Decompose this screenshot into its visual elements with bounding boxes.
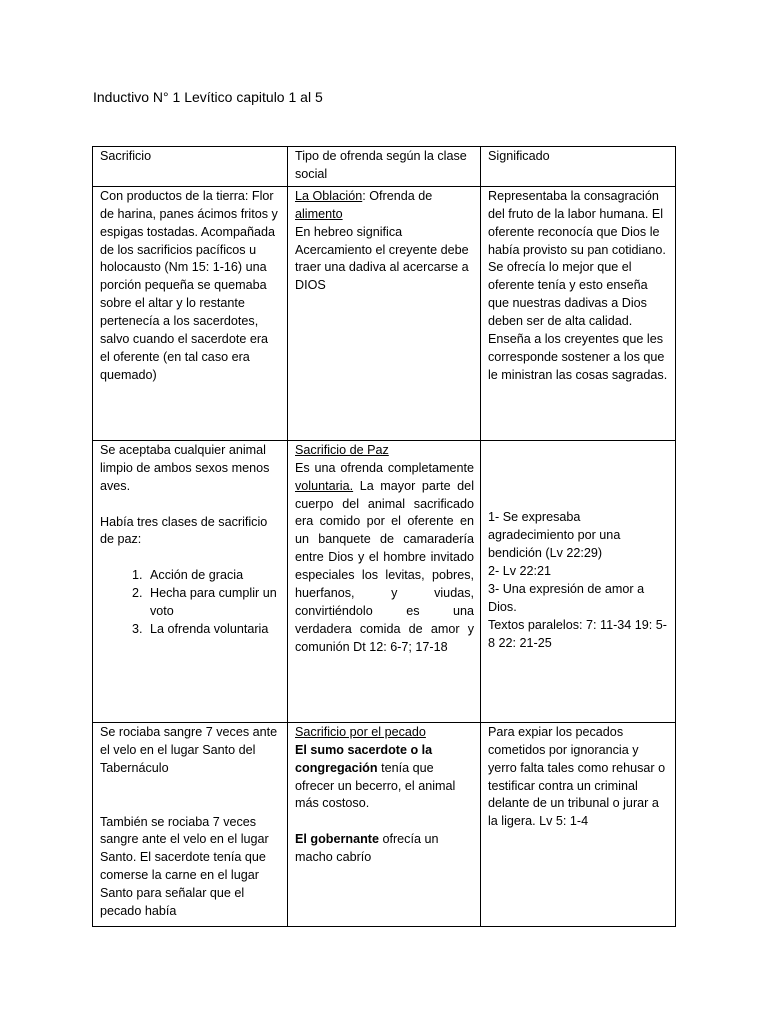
oblacion-title-sep: : Ofrenda de [362, 188, 433, 203]
header-tipo-ofrenda: Tipo de ofrenda según la clase social [288, 147, 481, 187]
paz-clases-list [100, 567, 281, 639]
oblacion-body: En hebreo significa Acercamiento el creyente debe traer una dadiva al acercarse a DIOS [295, 224, 469, 293]
cell-paz-tipo [288, 440, 481, 722]
page-title: Inductivo N° 1 Levítico capitulo 1 al 5 [93, 89, 323, 105]
table-header-row [93, 147, 676, 187]
pecado-sumo-sacerdote: El sumo sacerdote o la congregación [295, 742, 433, 775]
paz-title: Sacrificio de Paz [295, 442, 389, 457]
pecado-sangre-b: También se rociaba 7 veces sangre ante el velo en el lugar Santo. El sacerdote tenía que comerse la carne en el lugar Santo para señalar que el pecado había [100, 814, 269, 919]
pecado-body-1 [295, 742, 474, 814]
paz-body-pre: Es una ofrenda completamente [295, 460, 474, 475]
table-row-pecado [93, 722, 676, 926]
pecado-sangre-a: Se rociaba sangre 7 veces ante el velo en el lugar Santo del Tabernáculo [100, 724, 278, 775]
oblacion-title: La Oblación [295, 188, 363, 203]
paz-intro-clases: Había tres clases de sacrificio de paz: [100, 514, 268, 547]
paz-significado-line: 3- Una expresión de amor a Dios. [488, 581, 645, 614]
cell-paz-significado [481, 440, 676, 722]
pecado-title: Sacrificio por el pecado [295, 724, 426, 739]
paz-intro: Se aceptaba cualquier animal limpio de ambos sexos menos aves. [100, 442, 270, 493]
list-item: 3. La ofrenda voluntaria [146, 621, 281, 639]
paz-significado-line: 2- Lv 22:21 [488, 563, 552, 578]
cell-oblacion-sacrificio: Con productos de la tierra: Flor de harina, panes ácimos fritos y espigas tostadas. Acompañada de los sacrificios pacíficos u holocausto (Nm 15: 1-16) una porción pequeña se quemaba sobre el altar y lo restante pertenecía a los sacerdotes, salvo cuando el sacerdote era el oferente (en tal caso era quemado) [93, 186, 288, 440]
list-item: 1. Acción de gracia [146, 567, 281, 585]
pecado-gobernante: El gobernante [295, 832, 379, 847]
paz-voluntaria: voluntaria. [295, 478, 354, 493]
paz-body-rest: La mayor parte del cuerpo del animal sacrificado era comido por el oferente en un banquete de camaradería entre Dios y el hombre invitado especiales los levitas, pobres, huerfanos, y viudas, convirtiéndolo es una verdadera comida de amor y comunión Dt 12: 6-7; 17-18 [295, 478, 474, 654]
cell-oblacion-significado: Representaba la consagración del fruto de la labor humana. El oferente reconocía que Dios le había provisto su pan cotidiano. Se ofrecía lo mejor que el oferente tenía y esto enseña que nuestras dadivas a Dios deben ser de alta calidad. Enseña a los creyentes que les corresponde sostener a los que le ministran las cosas sagradas. [481, 186, 676, 440]
paz-significado-line: 1- Se expresaba agradecimiento por una bendición (Lv 22:29) [488, 510, 621, 560]
header-significado: Significado [481, 147, 676, 187]
pecado-rest-1: tenía que ofrecer un becerro, el animal más costoso. [295, 760, 456, 811]
cell-pecado-significado: Para expiar los pecados cometidos por ignorancia y yerro falta tales como rehusar o testificar contra un criminal delante de un tribunal o jurar a la ligera. Lv 5: 1-4 [481, 722, 676, 926]
oblacion-title-alimento: alimento [295, 206, 343, 221]
table-row-paz [93, 440, 676, 722]
list-item: 2. Hecha para cumplir un voto [146, 585, 281, 621]
header-sacrificio: Sacrificio [93, 147, 288, 187]
pecado-rest-2: ofrecía un macho cabrío [295, 832, 439, 865]
cell-paz-sacrificio [93, 440, 288, 722]
oblacion-heading [295, 188, 474, 224]
cell-pecado-tipo [288, 722, 481, 926]
paz-body [295, 460, 474, 657]
cell-oblacion-tipo [288, 186, 481, 440]
table-row-oblacion [93, 186, 676, 440]
pecado-body-2 [295, 831, 474, 867]
paz-significado-line: Textos paralelos: 7: 11-34 19: 5-8 22: 21-25 [488, 617, 667, 650]
levitico-table [92, 146, 676, 927]
cell-pecado-sacrificio [93, 722, 288, 926]
